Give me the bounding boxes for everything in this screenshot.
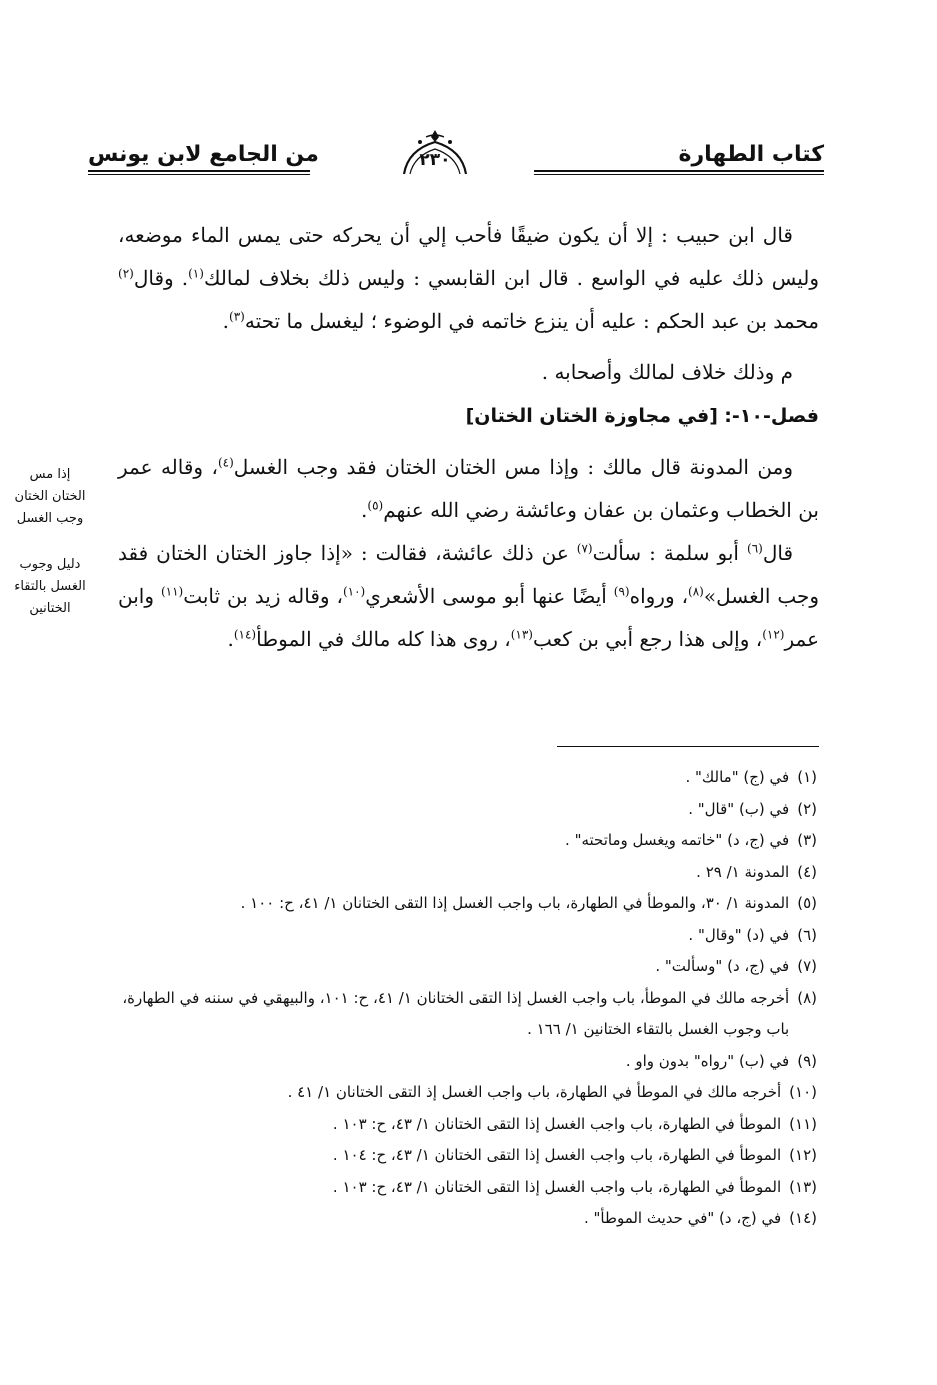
header-rule-left [88,170,310,175]
margin-note: إذا مس الختان الختان وجب الغسل [14,467,86,526]
footnote-ref: (١٢) [762,627,785,642]
section-heading: فصل-١٠-: [في مجاوزة الختان الختان] [465,405,819,427]
paragraph-3: ومن المدونة قال مالك : وإذا مس الختان الختان فقد وجب الغسل$^{(٤)}$، وقاله عمر بن الخطاب وعثمان بن عفان وعائشة رضي الله عنهم$^{(٥)}$. [118,455,819,522]
footnote-item: (٥) المدونة ١/ ٣٠، والموطأ في الطهارة، باب واجب الغسل إذا التقى الختانان ١/ ٤١، ح: ١٠٠ . [240,894,817,912]
margin-note: دليل وجوب الغسل بالتقاء الختانين [14,557,86,616]
footnote-item: (٧) في (ج، د) "وسألت" . [655,957,817,975]
footnote-item: (٩) في (ب) "رواه" بدون واو . [625,1051,817,1070]
footnote-item: (١٢) الموطأ في الطهارة، باب واجب الغسل إذا التقى الختانان ١/ ٤٣، ح: ١٠٤ . [332,1146,817,1164]
main-text [118,214,819,661]
footnote-item: (١) في (ج) "مالك" . [685,768,817,786]
footnote-item: (١١) الموطأ في الطهارة، باب واجب الغسل إذا التقى الختانان ١/ ٤٣، ح: ١٠٣ . [332,1114,817,1133]
page-number: ٢٣٠ [419,150,451,170]
footnote-ref: (٧) [576,541,593,556]
paragraph-2: م وذلك خلاف لمالك وأصحابه . [541,360,793,384]
footnote-ref: (٨) [688,584,704,599]
footnote-ref: (٤) [217,455,234,470]
page-number-medallion [398,128,472,180]
book-title: كتاب الطهارة [678,142,824,167]
footnote-ref: (٥) [367,498,384,513]
footnote-item: (٦) في (د) "وقال" . [688,925,817,944]
footnote-separator [557,746,819,747]
footnote-ref: (٢) [118,266,134,281]
footnote-ref: (١) [188,266,204,281]
footnote-item: (١٣) الموطأ في الطهارة، باب واجب الغسل إذا التقى الختانان ١/ ٤٣، ح: ١٠٣ . [332,1177,817,1196]
footnote-ref: (١٣) [510,627,533,642]
section-title: [في مجاوزة الختان الختان] [465,405,718,427]
running-header [88,128,824,184]
footnotes [118,762,817,1235]
footnote-ref: (٩) [613,584,630,599]
footnote-item: (٨) أخرجه مالك في الموطأ، باب واجب الغسل إذا التقى الختانان ١/ ٤١، ح: ١٠١، والبيهقي في سننه في الطهارة، باب وجوب الغسل بالتقاء الختانين ١/ ١٦٦ . [122,988,817,1038]
paragraph-4: قال$^{(٦)}$ أبو سلمة : سألت$^{(٧)}$ عن ذلك عائشة، فقالت : «إذا جاوز الختان الختان فقد وجب الغسل»$^{(٨)}$، ورواه$^{(٩)}$ أيضًا عنها أبو موسى الأشعري$^{(١٠)}$، وقاله زيد بن ثابت$^{(١١)}$ وابن عمر$^{(١٢)}$، وإلى هذا رجع أبي بن كعب$^{(١٣)}$، روى هذا كله مالك في الموطأ$^{(١٤)}$. [118,541,819,651]
footnote-ref: (١٤) [233,627,257,642]
footnote-ref: (٦) [747,541,763,556]
footnote-item: (٤) المدونة ١/ ٢٩ . [696,862,817,881]
footnote-ref: (١٠) [342,584,366,599]
footnote-item: (١٠) أخرجه مالك في الموطأ في الطهارة، باب واجب الغسل إذ التقى الختانان ١/ ٤١ . [287,1083,817,1101]
footnote-item: (١٤) في (ج، د) "في حديث الموطأ" . [584,1209,817,1227]
footnote-item: (٣) في (ج، د) "خاتمه ويغسل وماتحته" . [565,831,817,849]
footnote-ref: (١١) [160,584,184,599]
footnote-item: (٢) في (ب) "قال" . [688,799,817,818]
collection-title: من الجامع لابن يونس [88,142,319,167]
header-rule-right [534,170,824,175]
paragraph-1: قال ابن حبيب : إلا أن يكون ضيقًا فأحب إلي أن يحركه حتى يمس الماء موضعه، وليس ذلك عليه في الواسع . قال ابن القابسي : وليس ذلك بخلاف لمالك$^{(١)}$. وقال$^{(٢)}$ محمد بن عبد الحكم : عليه أن ينزع خاتمه في الوضوء ؛ ليغسل ما تحته$^{(٣)}$. [118,223,820,333]
footnote-ref: (٣) [229,309,245,324]
